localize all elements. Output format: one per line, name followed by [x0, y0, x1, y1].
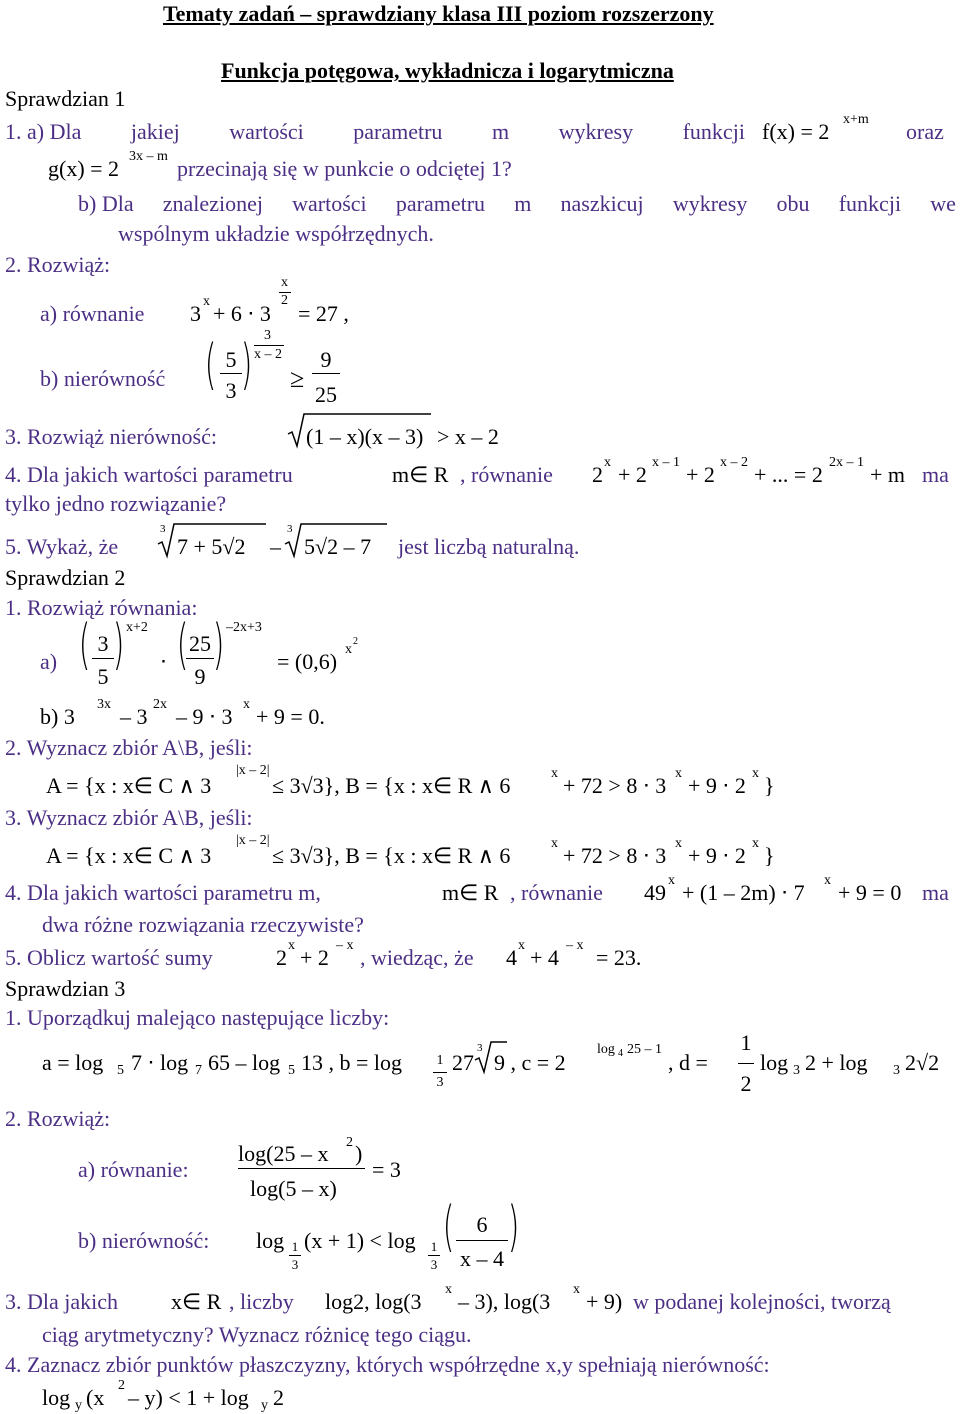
s1-q4-p1: + 2: [618, 462, 647, 487]
s2-q5-d: + 4: [530, 945, 559, 970]
s1-q4-p4: + m: [870, 462, 906, 487]
s2-q2-set-d: + 9 ⋅ 2: [688, 773, 746, 798]
s1-q3-radicand: (1 – x)(x – 3): [306, 424, 424, 449]
s3-q2b-num: 6: [476, 1212, 488, 1237]
s3-q1-a-base5: 5: [117, 1063, 124, 1078]
s3-q1-a3: 65 – log: [208, 1050, 281, 1075]
s2-q1a-bar1: [92, 658, 114, 659]
s3-q2b-b1num: 1: [291, 1239, 299, 1254]
s1-q4-e4: 2x – 1: [829, 455, 864, 470]
s1-q4-p3: + ... = 2: [754, 462, 823, 487]
s3-q1-d4: 2 + log: [805, 1050, 868, 1075]
s3-q2a-numend: ): [355, 1141, 363, 1166]
s2-q1a-d1: 5: [97, 664, 109, 689]
s2-q2-set-aexp: |x – 2|: [236, 763, 270, 778]
page-subtitle: Funkcja potęgowa, wykładnicza i logarytmiczna: [221, 58, 674, 83]
section-heading-1: Sprawdzian 1: [5, 86, 126, 111]
s2-q5-a: 5. Oblicz wartość sumy: [5, 945, 213, 970]
s3-q1-b3: 9 , c = 2: [494, 1050, 566, 1075]
s2-q4-m: m∈ R: [442, 880, 499, 905]
s1-q2b-lparen: (: [204, 333, 217, 396]
s1-q1b-line1: b) Dla znalezionej wartości parametru m naszkicuj wykresy obu funkcji we: [78, 191, 956, 216]
s2-q5-e3: x: [518, 938, 525, 953]
s3-q4-3: – y) < 1 + log: [128, 1385, 249, 1410]
s1-q4-b: , równanie: [460, 462, 553, 487]
s1-q3-rest: > x – 2: [437, 424, 499, 449]
s2-q1a-rparen2: ): [212, 613, 225, 676]
s1-q3: 3. Rozwiąż nierówność:: [5, 424, 217, 449]
s1-q2b-bar: [220, 373, 242, 374]
s2-q4-ma: ma: [922, 880, 949, 905]
s3-q2b-b1den: 3: [291, 1257, 299, 1272]
s3-q1-b-basebar: [433, 1072, 447, 1073]
s3-q2a-rhs: = 3: [372, 1157, 401, 1182]
s2-q5-e4: – x: [566, 938, 584, 953]
s3-q1-d-base1: 3: [793, 1063, 800, 1078]
s2-q3-e3: x: [675, 836, 682, 851]
s2-q2-e2: x: [752, 766, 759, 781]
s1-q2b-label: b) nierówność: [40, 366, 166, 391]
s1-q4-e2: x – 1: [652, 455, 680, 470]
s2-q2-set-c: + 72 > 8 ⋅ 3: [563, 773, 667, 798]
s1-q5-idx1: 3: [160, 523, 166, 535]
s1-q4-p2: + 2: [686, 462, 715, 487]
s3-q2: 2. Rozwiąż:: [5, 1106, 111, 1131]
s1-q2a-3: 3: [190, 301, 201, 326]
s3-q3-b: , liczby: [229, 1289, 294, 1314]
s3-q3-e1: x: [445, 1282, 452, 1297]
s1-q5-r2: 5√2 – 7: [304, 534, 372, 559]
s2-q1a-n2: 25: [189, 631, 211, 656]
s1-q2b-rnum: 9: [320, 347, 332, 372]
s2-q3-e6: x: [551, 836, 558, 851]
s3-q4-y2: y: [261, 1398, 268, 1413]
s2-q5-c: 4: [506, 945, 517, 970]
s2-q3-set-d: + 9 ⋅ 2: [688, 843, 746, 868]
s2-q2-e3: x: [675, 766, 682, 781]
s2-q4-a: 4. Dla jakich wartości parametru m,: [5, 880, 321, 905]
s2-q3-set-a: A = {x : x∈ C ∧ 3: [46, 843, 212, 868]
s2-q1b-e1: 3x: [97, 697, 111, 712]
s2-q1a-e2: –2x+3: [226, 620, 262, 635]
s1-q2b-den: 3: [225, 378, 237, 403]
s3-q2b-rparen: ): [507, 1195, 520, 1258]
s3-q2b-b2num: 1: [430, 1239, 438, 1254]
s2-q5-e2: – x: [336, 938, 354, 953]
s3-q4-4: 2: [273, 1385, 284, 1410]
s1-q1a-oraz: oraz: [906, 119, 944, 144]
s3-q1-d-bar: [738, 1063, 754, 1064]
s3-q3-a: 3. Dla jakich: [5, 1289, 119, 1314]
s2-q2-set-b: ≤ 3√3}, B = {x : x∈ R ∧ 6: [272, 773, 511, 798]
s1-q4-ma: ma: [922, 462, 949, 487]
s3-q3-d: – 3), log(3: [458, 1289, 551, 1314]
s3-q1-d-base2: 3: [893, 1063, 900, 1078]
section-heading-3: Sprawdzian 3: [5, 976, 126, 1001]
s2-q5-f: = 23.: [596, 945, 642, 970]
s3-q3-x: x∈ R: [171, 1289, 222, 1314]
s3-q1-b-baseden: 3: [436, 1075, 444, 1090]
s3-q4-y1: y: [75, 1398, 82, 1413]
s3-q2b-lparen: (: [442, 1195, 455, 1258]
s1-q1a-text: 1. a) Dla jakiej wartości parametru m wykresy funkcji: [5, 119, 745, 144]
s3-q4-2: (x: [86, 1385, 105, 1410]
s1-q5-idx2: 3: [287, 523, 293, 535]
s2-q1: 1. Rozwiąż równania:: [5, 595, 198, 620]
s1-q4-e1: x: [604, 455, 611, 470]
s1-q4-m: m∈ R: [392, 462, 449, 487]
s2-q1a-e1: x+2: [126, 620, 148, 635]
s2-q4-2: + (1 – 2m) ⋅ 7: [682, 880, 805, 905]
s1-q1a-rest: przecinają się w punkcie o odciętej 1?: [177, 156, 512, 181]
s3-q1-d-num: 1: [740, 1030, 752, 1055]
s3-q1: 1. Uporządkuj malejąco następujące liczby:: [5, 1005, 390, 1030]
s1-q2b-expnum: 3: [264, 328, 271, 343]
s3-q1-b2: 27: [452, 1050, 474, 1075]
s1-q5-a: 5. Wykaż, że: [5, 534, 119, 559]
s1-q5-b: jest liczbą naturalną.: [398, 534, 580, 559]
s2-q1a-label: a): [40, 649, 58, 674]
s1-q2a-6: + 6 ⋅ 3: [213, 301, 271, 326]
s2-q2: 2. Wyznacz zbiór A\B, jeśli:: [5, 735, 253, 760]
s1-q4-a: 4. Dla jakich wartości parametru: [5, 462, 293, 487]
s1-q2a-label: a) równanie: [40, 301, 145, 326]
s2-q1b-1: b) 3: [40, 704, 75, 729]
s1-q4-e3: x – 2: [720, 455, 748, 470]
s3-q2b-b1bar: [289, 1255, 301, 1256]
page-title: Tematy zadań – sprawdziany klasa III poziom rozszerzony: [163, 1, 714, 26]
s3-q1-b-idx: 3: [477, 1042, 483, 1054]
s3-q2b-den: x – 4: [460, 1246, 504, 1271]
s3-q2b-b2den: 3: [430, 1257, 438, 1272]
s2-q1a-bar2: [186, 658, 214, 659]
s3-q2b-b2bar: [428, 1255, 440, 1256]
s2-q1b-e2: 2x: [153, 697, 167, 712]
s2-q1a-d2: 9: [194, 664, 206, 689]
s1-q2: 2. Rozwiąż:: [5, 252, 111, 277]
s1-q2b-rparen: ): [240, 333, 253, 396]
s2-q4-line2: dwa różne rozwiązania rzeczywiste?: [42, 912, 364, 937]
s3-q3-line2: ciąg arytmetyczny? Wyznacz różnicę tego ciągu.: [42, 1322, 472, 1347]
s2-q3-e2: x: [752, 836, 759, 851]
s1-q2a-eq27: = 27 ,: [298, 301, 349, 326]
s1-q2a-expnum: x: [281, 275, 288, 290]
s3-q1-d-den: 2: [740, 1071, 752, 1096]
s1-q5-minus: –: [270, 534, 281, 559]
s3-q1-a2: 7 ⋅ log: [131, 1050, 189, 1075]
s1-q2b-expden: x – 2: [254, 347, 282, 362]
s2-q5-e: 2: [276, 945, 287, 970]
s2-q1a-lparen1: (: [78, 613, 91, 676]
section-heading-2: Sprawdzian 2: [5, 565, 126, 590]
s2-q5-2: + 2: [300, 945, 329, 970]
s2-q3-set-aexp: |x – 2|: [236, 833, 270, 848]
s3-q3-g: w podanej kolejności, tworzą: [633, 1289, 891, 1314]
s3-q2b-log1: log: [256, 1228, 285, 1253]
s3-q2a-num: log(25 – x: [238, 1141, 329, 1166]
s3-q2a-label: a) równanie:: [78, 1157, 189, 1182]
s2-q5-b: , wiedząc, że: [360, 945, 474, 970]
s2-q1a-rparen1: ): [112, 613, 125, 676]
s3-q1-a-base55: 5: [288, 1063, 295, 1078]
s2-q3-end: }: [764, 843, 775, 868]
s3-q1-c-exp4: 4: [618, 1048, 623, 1059]
s3-q1-a4: 13 , b = log: [301, 1050, 403, 1075]
s2-q3-set-c: + 72 > 8 ⋅ 3: [563, 843, 667, 868]
s2-q2-e6: x: [551, 766, 558, 781]
s2-q1b-2: – 3: [120, 704, 148, 729]
s1-q1a-g-exp: 3x – m: [129, 149, 168, 164]
s1-q1b-line2: wspólnym układzie współrzędnych.: [118, 221, 434, 246]
s3-q1-c2: , d =: [668, 1050, 708, 1075]
s3-q2a-numexp: 2: [346, 1135, 353, 1150]
s1-q2b-rden: 25: [315, 382, 337, 407]
s2-q2-set-a: A = {x : x∈ C ∧ 3: [46, 773, 212, 798]
s2-q4-e1: x: [668, 873, 675, 888]
s1-q4-line2: tylko jedno rozwiązanie?: [5, 491, 227, 516]
s2-q5-e1: x: [288, 938, 295, 953]
s2-q1a-n1: 3: [97, 631, 109, 656]
s1-q2a-expden: 2: [281, 293, 288, 308]
s2-q1a-rhs: = (0,6): [277, 649, 338, 674]
s2-q3-set-b: ≤ 3√3}, B = {x : x∈ R ∧ 6: [272, 843, 511, 868]
s1-q2b-ge: ≥: [290, 364, 305, 393]
s1-q4-eq: 2: [592, 462, 603, 487]
s2-q1b-3: – 9 ⋅ 3: [176, 704, 233, 729]
s3-q4-e: 2: [118, 1378, 125, 1393]
s3-q1-d6: 2√2: [905, 1050, 940, 1075]
s1-q2b-num: 5: [225, 347, 237, 372]
s3-q2a-den: log(5 – x): [250, 1176, 337, 1201]
s2-q2-end: }: [764, 773, 775, 798]
s2-q4-eq: 49: [644, 880, 666, 905]
s2-q4-e2: x: [824, 873, 831, 888]
s2-q1a-rexp: x: [345, 642, 352, 657]
s2-q1b-e3: x: [243, 697, 250, 712]
s2-q1a-dot: ⋅: [160, 649, 167, 674]
s2-q3: 3. Wyznacz zbiór A\B, jeśli:: [5, 805, 253, 830]
s1-q2a-x: x: [203, 294, 210, 309]
s1-q5-r1: 7 + 5√2: [177, 534, 246, 559]
s1-q2b-expbar: [254, 345, 284, 346]
s2-q1a-rexp2: 2: [353, 636, 358, 647]
s3-q3-e2: x: [573, 1282, 580, 1297]
s1-q1a-f-exp: x+m: [843, 112, 869, 127]
s1-q1a-g: g(x) = 2: [48, 156, 120, 181]
s3-q1-a1: a = log: [42, 1050, 104, 1075]
s3-q4-log1: log: [42, 1385, 71, 1410]
s2-q1a-lparen2: (: [176, 613, 189, 676]
s3-q3-f: + 9): [586, 1289, 623, 1314]
s2-q4-3: + 9 = 0: [838, 880, 902, 905]
s3-q3-c: log2, log(3: [325, 1289, 422, 1314]
s1-q1a-f: f(x) = 2: [762, 119, 830, 144]
s2-q1b-4: + 9 = 0.: [256, 704, 325, 729]
s3-q2b-bar: [456, 1240, 508, 1241]
s3-q1-c-exp2: 25 – 1: [627, 1042, 662, 1057]
s3-q1-a-base7: 7: [195, 1063, 202, 1078]
s3-q4: 4. Zaznacz zbiór punktów płaszczyzny, których współrzędne x,y spełniają nierówność:: [5, 1352, 770, 1377]
s3-q2b-label: b) nierówność:: [78, 1228, 210, 1253]
s3-q1-d2: log: [760, 1050, 789, 1075]
s3-q1-c-explog: log: [597, 1042, 615, 1057]
s1-q2b-rbar: [312, 373, 340, 374]
s2-q4-b: , równanie: [510, 880, 603, 905]
s3-q2a-bar: [238, 1168, 365, 1169]
s3-q1-b-basenum: 1: [436, 1053, 444, 1068]
s3-q2b-mid: (x + 1) < log: [304, 1228, 416, 1253]
